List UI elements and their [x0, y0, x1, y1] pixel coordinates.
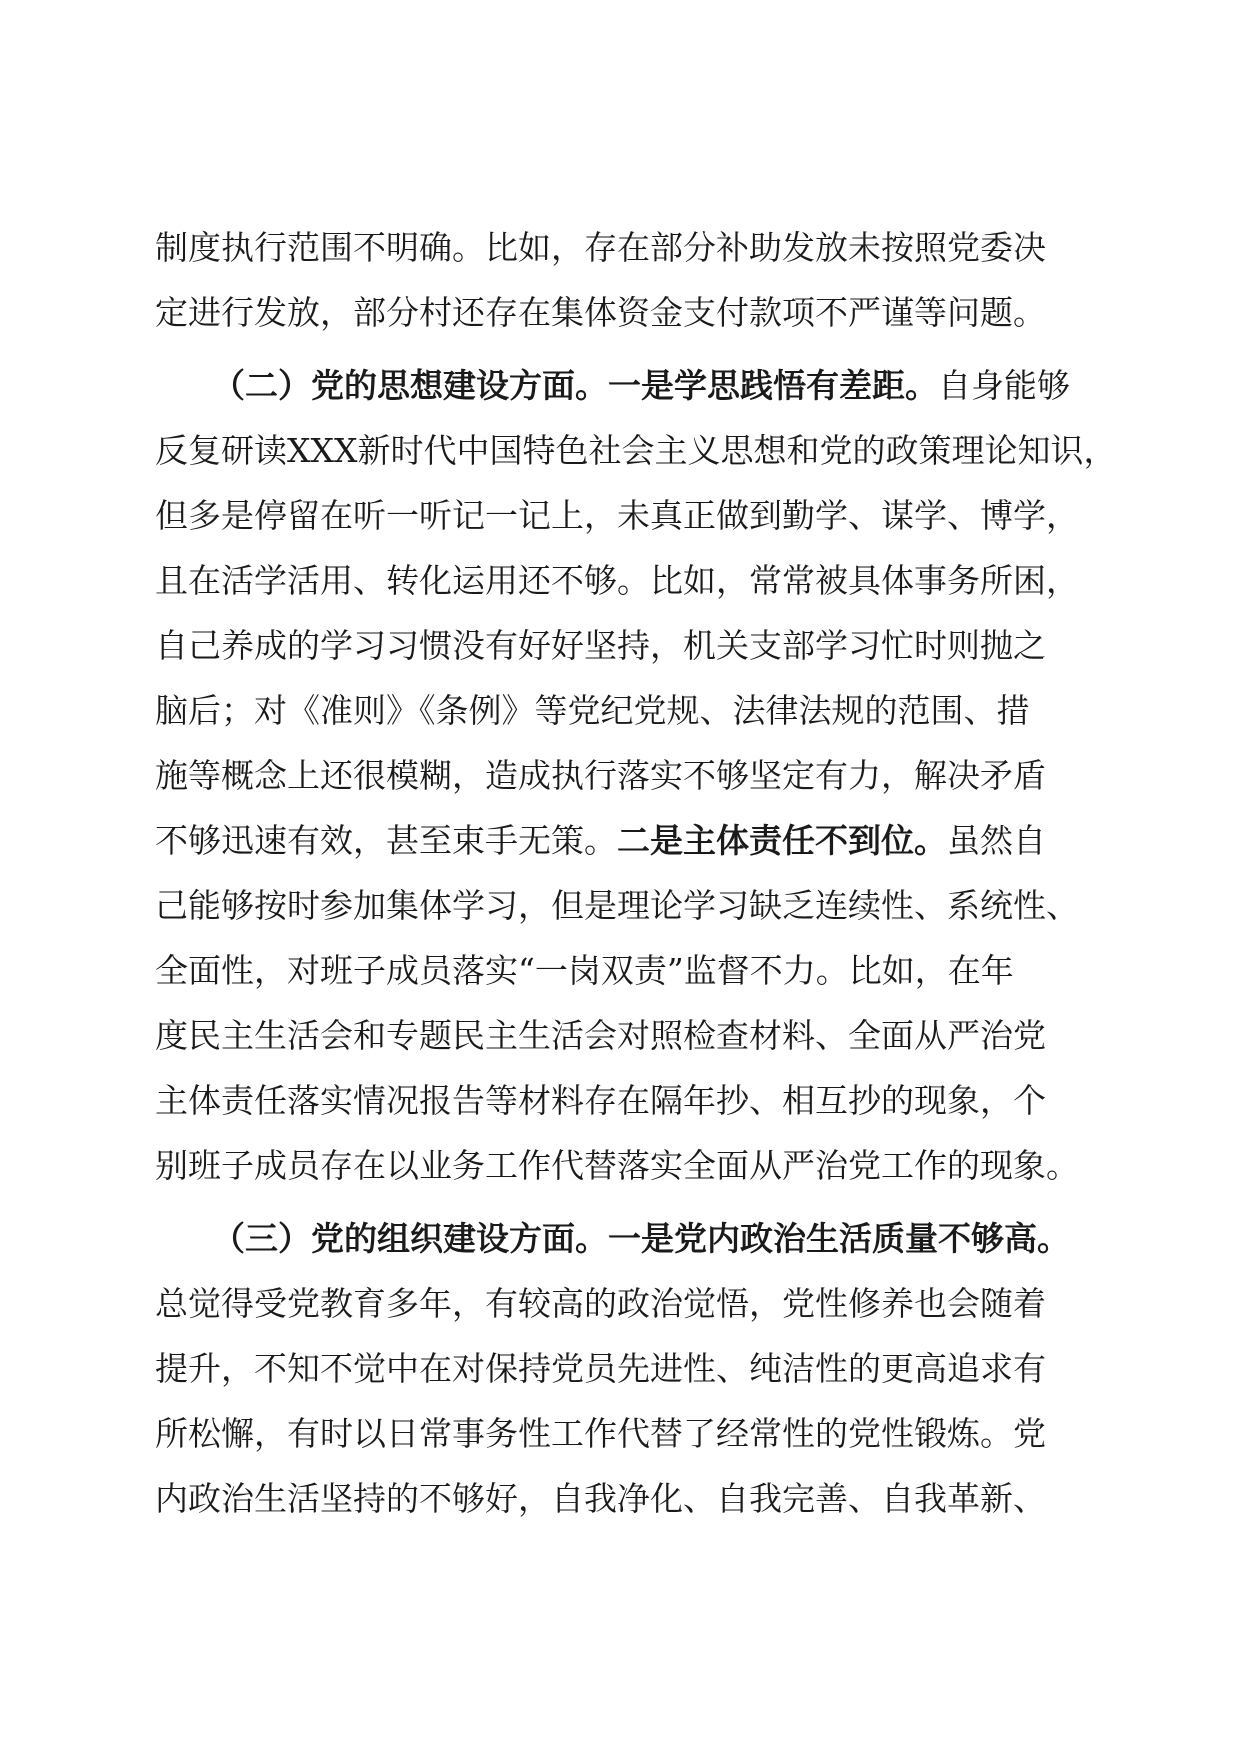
text-line: [155, 215, 1075, 280]
text-run: 不够迅速有效，甚至束手无策。: [155, 821, 617, 860]
text-run: 脑后；对《准则》《条例》等党纪党规、法律法规的范围、措: [155, 691, 1030, 730]
section-heading-2: （二）党的思想建设方面。一是学思践悟有差距。: [212, 366, 938, 405]
section-heading-line: [155, 353, 1075, 418]
text-line: [155, 678, 1075, 743]
text-run: 提升，不知不觉中在对保持党员先进性、纯洁性的更高追求有: [155, 1349, 1046, 1388]
text-line: [155, 1068, 1075, 1133]
text-run: 别班子成员存在以业务工作代替落实全面从严治党工作的现象。: [155, 1146, 1079, 1185]
text-line: [155, 1401, 1075, 1466]
text-line: [155, 483, 1079, 548]
text-run: 己能够按时参加集体学习，但是理论学习缺乏连续性、系统性、: [155, 886, 1079, 925]
text-run: 虽然自: [947, 821, 1046, 860]
text-run: 自身能够: [938, 366, 1070, 405]
text-run: 但多是停留在听一听记一记上，未真正做到勤学、谋学、博学，: [155, 496, 1079, 535]
text-line: [155, 1133, 1079, 1198]
text-line: [155, 743, 1075, 808]
text-line: [155, 1003, 1075, 1068]
text-line: [155, 548, 1079, 613]
text-run: 定进行发放，部分村还存在集体资金支付款项不严谨等问题。: [155, 293, 1046, 332]
text-line: [155, 1466, 1075, 1531]
text-run: 度民主生活会和专题民主生活会对照检查材料、全面从严治党: [155, 1016, 1046, 1055]
text-line: [155, 1271, 1075, 1336]
section-heading-3: （三）党的组织建设方面。一是党内政治生活质量不够高。: [212, 1219, 1070, 1258]
text-run: 且在活学活用、转化运用还不够。比如，常常被具体事务所困，: [155, 561, 1079, 600]
text-line: [155, 808, 1075, 873]
bold-subheading: 二是主体责任不到位。: [617, 821, 947, 860]
document-body: [155, 215, 1117, 1531]
text-run: 施等概念上还很模糊，造成执行落实不够坚定有力，解决矛盾: [155, 756, 1046, 795]
text-run: 反复研读XXX新时代中国特色社会主义思想和党的政策理论知识，: [155, 431, 1117, 470]
section-heading-line: [155, 1206, 1075, 1271]
text-line: [155, 938, 1075, 1003]
text-line: [155, 418, 1117, 483]
text-run: 内政治生活坚持的不够好，自我净化、自我完善、自我革新、: [155, 1479, 1046, 1518]
text-run: 制度执行范围不明确。比如，存在部分补助发放未按照党委决: [155, 228, 1046, 267]
text-run: 主体责任落实情况报告等材料存在隔年抄、相互抄的现象，个: [155, 1081, 1046, 1120]
text-line: [155, 280, 1075, 345]
text-line: [155, 1336, 1075, 1401]
text-run: 所松懈，有时以日常事务性工作代替了经常性的党性锻炼。党: [155, 1414, 1046, 1453]
text-line: [155, 873, 1079, 938]
text-run: 自己养成的学习习惯没有好好坚持，机关支部学习忙时则抛之: [155, 626, 1046, 665]
text-run: 全面性，对班子成员落实“一岗双责”监督不力。比如，在年: [155, 951, 1014, 990]
text-run: 总觉得受党教育多年，有较高的政治觉悟，党性修养也会随着: [155, 1284, 1046, 1323]
text-line: [155, 613, 1075, 678]
